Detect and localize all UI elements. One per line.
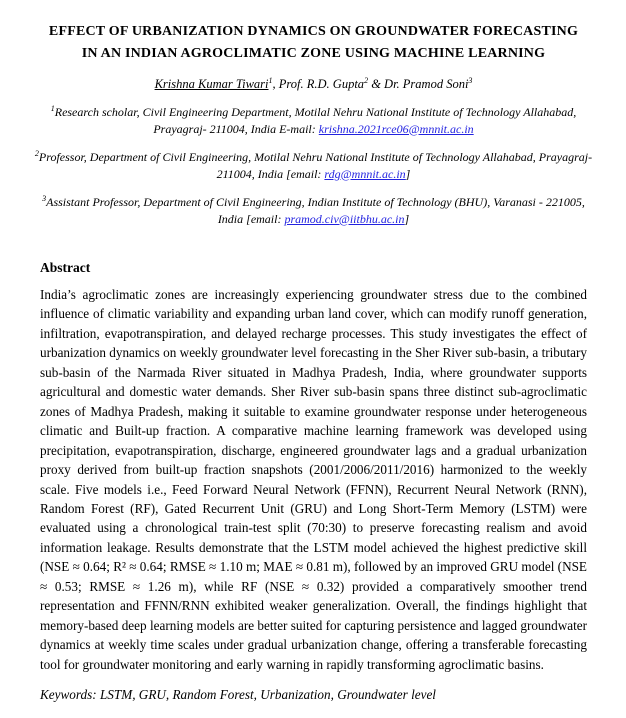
affiliation-1 — [31, 104, 596, 137]
affiliation-2-email-link[interactable]: rdg@mnnit.ac.in — [324, 166, 406, 181]
paper-title-line2: IN AN INDIAN AGROCLIMATIC ZONE USING MACHINE LEARNING — [81, 45, 546, 61]
affiliation-1-email-link[interactable]: krishna.2021rce06@mnnit.ac.in — [318, 121, 474, 136]
affiliation-1-superscript: 1 — [50, 104, 55, 113]
affiliation-3-text-after: ] — [404, 211, 410, 226]
author-1-superscript: 1 — [268, 75, 273, 85]
keywords-line: Keywords: LSTM, GRU, Random Forest, Urbanization, Groundwater level — [40, 687, 436, 703]
affiliation-2 — [31, 149, 596, 182]
paper-title-line1: EFFECT OF URBANIZATION DYNAMICS ON GROUNDWATER FORECASTING — [48, 24, 579, 39]
affiliation-3 — [31, 194, 596, 227]
affiliation-3-text: Assistant Professor, Department of Civil Engineering, Indian Institute of Technology (BHU), Varanasi - 221005, India [email: — [46, 195, 585, 226]
affiliation-2-text-after: ] — [405, 166, 411, 181]
author-2-name: , Prof. R.D. Gupta — [272, 77, 365, 91]
abstract-body: India’s agroclimatic zones are increasingly experiencing groundwater stress due to the combined influence of climatic variability and expanding urban land cover, which can modify runoff generation, infiltration, evapotranspiration, and delayed recharge processes. This study investigates the effect of urbanization dynamics on weekly groundwater level forecasting in the Sher River sub-basin, a tributary sub-basin of the Narmada River situated in Madhya Pradesh, India, where groundwater supports agricultural and domestic water demands. Sher River sub-basin spans three distinct sub-agroclimatic zones of Madhya Pradesh, making it suitable to examine groundwater response under heterogeneous climatic and Built-up fraction. A comparative machine learning framework was developed using precipitation, evapotranspiration, discharge, engineered groundwater lags and a gradual urbanization proxy derived from built-up fraction snapshots (2001/2006/2011/2016) harmonized to the weekly scale. Five models i.e., Feed Forward Neural Network (FFNN), Recurrent Neural Network (RNN), Random Forest (RF), Gated Recurrent Unit (GRU) and Long Short-Term Memory (LSTM) were evaluated using a chronological train-test split (70:30) to preserve forecasting realism and avoid information leakage. Results demonstrate that the LSTM model achieved the highest predictive skill (NSE ≈ 0.64; R² ≈ 0.64; RMSE ≈ 1.10 m; MAE ≈ 0.81 m), followed by an improved GRU model (NSE ≈ 0.53; RMSE ≈ 1.26 m), while RF (NSE ≈ 0.32) provided a comparatively smoother trend representation and FFNN/RNN exhibited weaker generalization. Overall, the findings highlight that memory-based deep learning models are better suited for capturing persistence and lagged groundwater dynamics at weekly time scales under gradual urbanization change, offering a transferable forecasting tool for groundwater monitoring and early warning in rapidly transforming agroclimatic basins. — [40, 287, 587, 672]
affiliation-2-superscript: 2 — [34, 149, 39, 158]
affiliation-2-text: Professor, Department of Civil Engineering, Motilal Nehru National Institute of Technology Allahabad, Prayagraj- 211004, India [email: — [38, 150, 593, 181]
affiliation-3-superscript: 3 — [42, 194, 47, 203]
author-3-name: & Dr. Pramod Soni — [368, 77, 469, 91]
author-2-superscript: 2 — [364, 75, 369, 85]
abstract-heading: Abstract — [40, 260, 91, 275]
affiliation-1-text: Research scholar, Civil Engineering Department, Motilal Nehru National Institute of Technology Allahabad, Prayagraj- 211004, India E-mail: — [54, 105, 577, 136]
author-1-name: Krishna Kumar Tiwari — [154, 77, 269, 91]
paper-title — [40, 21, 587, 64]
author-byline — [40, 77, 587, 92]
author-3-superscript: 3 — [468, 75, 473, 85]
affiliation-3-email-link[interactable]: pramod.civ@iitbhu.ac.in — [284, 211, 405, 226]
